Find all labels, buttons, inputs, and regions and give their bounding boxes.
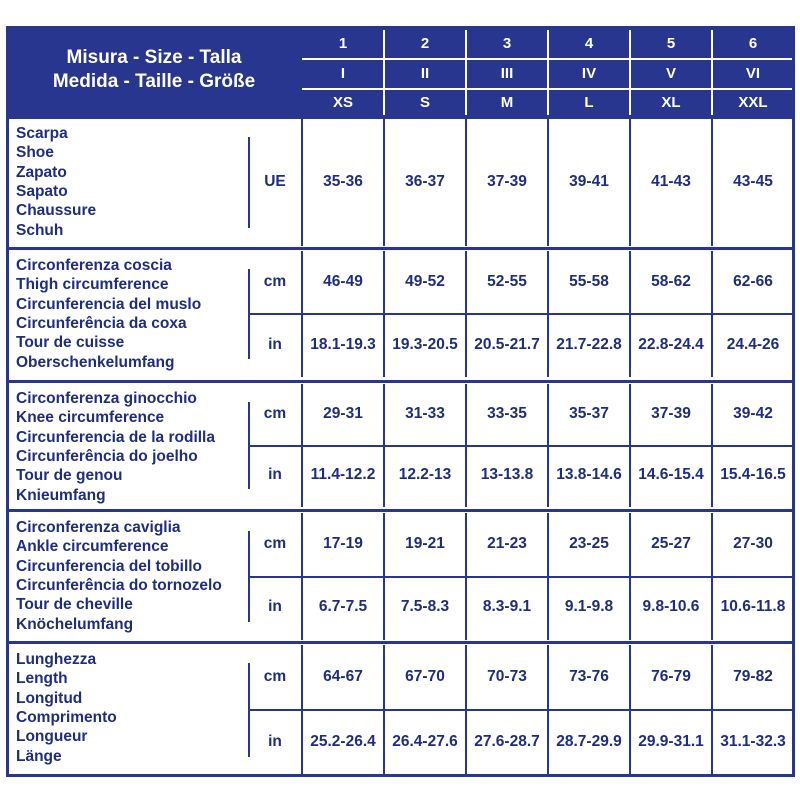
size-value: 24.4-26 [726,335,780,353]
row-divider [248,313,794,315]
size-value: 13-13.8 [480,466,534,484]
size-value: 31-33 [405,404,445,422]
size-value: 55-58 [569,272,609,290]
size-value: 25-27 [651,534,691,552]
size-roman: VI [745,65,761,82]
size-value: 46-49 [323,272,363,290]
size-value: 43-45 [733,172,773,190]
size-value: 52-55 [487,272,527,290]
unit-label: in [268,335,282,353]
size-value: 41-43 [651,172,691,190]
section-divider [6,247,794,250]
section-label: Knöchelumfang [16,615,134,633]
section-label: Schuh [16,221,64,239]
size-roman: IV [581,65,597,82]
section-label: Chaussure [16,202,97,220]
section-label: Circunferencia de la rodilla [16,428,215,446]
size-value: 62-66 [733,272,773,290]
size-letter: L [584,94,594,111]
size-value: 76-79 [651,667,691,685]
size-value: 14.6-15.4 [638,466,704,484]
section-label: Circonferenza caviglia [16,519,181,536]
section-divider [6,380,794,383]
section-label: Circunferencia del tobillo [16,557,203,575]
section-divider [6,641,794,644]
size-value: 64-67 [323,667,363,685]
size-value: 70-73 [487,667,527,685]
section-label: Ankle circumference [16,538,169,556]
size-value: 27-30 [733,534,773,552]
size-value: 9.8-10.6 [642,598,700,616]
size-value: 19.3-20.5 [392,335,458,353]
size-number: 2 [420,35,430,52]
size-value: 31.1-32.3 [720,732,786,750]
size-value: 73-76 [569,667,609,685]
row-divider [248,576,794,578]
size-value: 20.5-21.7 [474,335,540,353]
size-value: 25.2-26.4 [310,732,376,750]
section-label: Tour de genou [16,467,123,485]
size-letter: S [419,94,430,111]
unit-label: cm [263,404,287,422]
size-number: 4 [584,35,594,52]
section-label: Scarpa [16,125,68,142]
size-value: 12.2-13 [398,466,452,484]
section-label: Länge [16,747,62,765]
size-value: 37-39 [651,404,691,422]
size-roman: I [340,65,346,82]
unit-label: cm [263,667,287,685]
size-value: 39-42 [733,404,773,422]
size-value: 6.7-7.5 [318,598,368,616]
row-divider [248,709,794,711]
unit-label: cm [263,272,287,290]
size-value: 29-31 [323,404,363,422]
size-value: 27.6-28.7 [474,732,540,750]
section-label: Longueur [16,728,88,746]
size-number: 5 [666,35,676,52]
section-label: Longitud [16,689,83,707]
table-left-border [6,26,9,777]
section-label: Sapato [16,182,68,200]
unit-label: cm [263,534,287,552]
size-letter: XS [332,94,353,111]
unit-label: in [268,466,282,484]
size-value: 18.1-19.3 [310,335,376,353]
size-value: 17-19 [323,534,363,552]
size-value: 33-35 [487,404,527,422]
size-value: 19-21 [405,534,445,552]
size-value: 9.1-9.8 [564,598,614,616]
size-number: 1 [338,35,348,52]
size-letter: XXL [738,94,768,111]
section-label: Circunferência do tornozelo [16,576,222,594]
section-label: Circunferência do joelho [16,447,198,465]
section-label: Zapato [16,163,67,181]
size-value: 21-23 [487,534,527,552]
section-label: Thigh circumference [16,276,169,294]
size-value: 35-37 [569,404,609,422]
section-label: Oberschenkelumfang [16,353,175,371]
row-divider [248,445,794,447]
section-label: Circunferência da coxa [16,314,187,332]
size-value: 37-39 [487,172,527,190]
section-label: Circonferenza ginocchio [16,390,197,407]
size-value: 39-41 [569,172,609,190]
section-label: Circunferencia del muslo [16,295,202,313]
size-value: 15.4-16.5 [720,466,786,484]
unit-label: in [268,598,282,616]
size-value: 28.7-29.9 [556,732,622,750]
section-label: Length [16,670,68,688]
section-label: Circonferenza coscia [16,257,172,274]
size-value: 36-37 [405,172,445,190]
size-value: 49-52 [405,272,445,290]
section-label: Knieumfang [16,486,106,504]
size-value: 8.3-9.1 [482,598,532,616]
unit-label: UE [264,172,286,190]
section-label: Lunghezza [16,651,97,668]
size-value: 23-25 [569,534,609,552]
section-label: Shoe [16,144,54,162]
table-bottom-border [6,774,794,777]
size-letter: XL [661,94,681,111]
size-value: 10.6-11.8 [720,598,786,616]
header-title-line1: Misura - Size - Talla [66,47,242,68]
size-value: 58-62 [651,272,691,290]
size-value: 11.4-12.2 [310,466,376,484]
size-value: 22.8-24.4 [638,335,704,353]
size-value: 26.4-27.6 [392,732,458,750]
size-value: 79-82 [733,667,773,685]
section-divider [6,509,794,512]
section-label: Knee circumference [16,409,165,427]
header-title-line2: Medida - Taille - Größe [52,71,256,92]
section-label: Comprimento [16,708,117,726]
size-number: 3 [502,35,512,52]
size-roman: V [665,65,676,82]
size-number: 6 [748,35,758,52]
size-value: 13.8-14.6 [556,466,622,484]
size-value: 35-36 [323,172,363,190]
unit-label: in [268,732,282,750]
size-value: 7.5-8.3 [400,598,450,616]
size-letter: M [500,94,514,111]
size-roman: II [420,65,430,82]
section-label: Tour de cheville [16,596,133,614]
size-value: 29.9-31.1 [638,732,704,750]
size-value: 21.7-22.8 [556,335,622,353]
size-roman: III [500,65,514,82]
section-label: Tour de cuisse [16,334,125,352]
size-value: 67-70 [405,667,445,685]
